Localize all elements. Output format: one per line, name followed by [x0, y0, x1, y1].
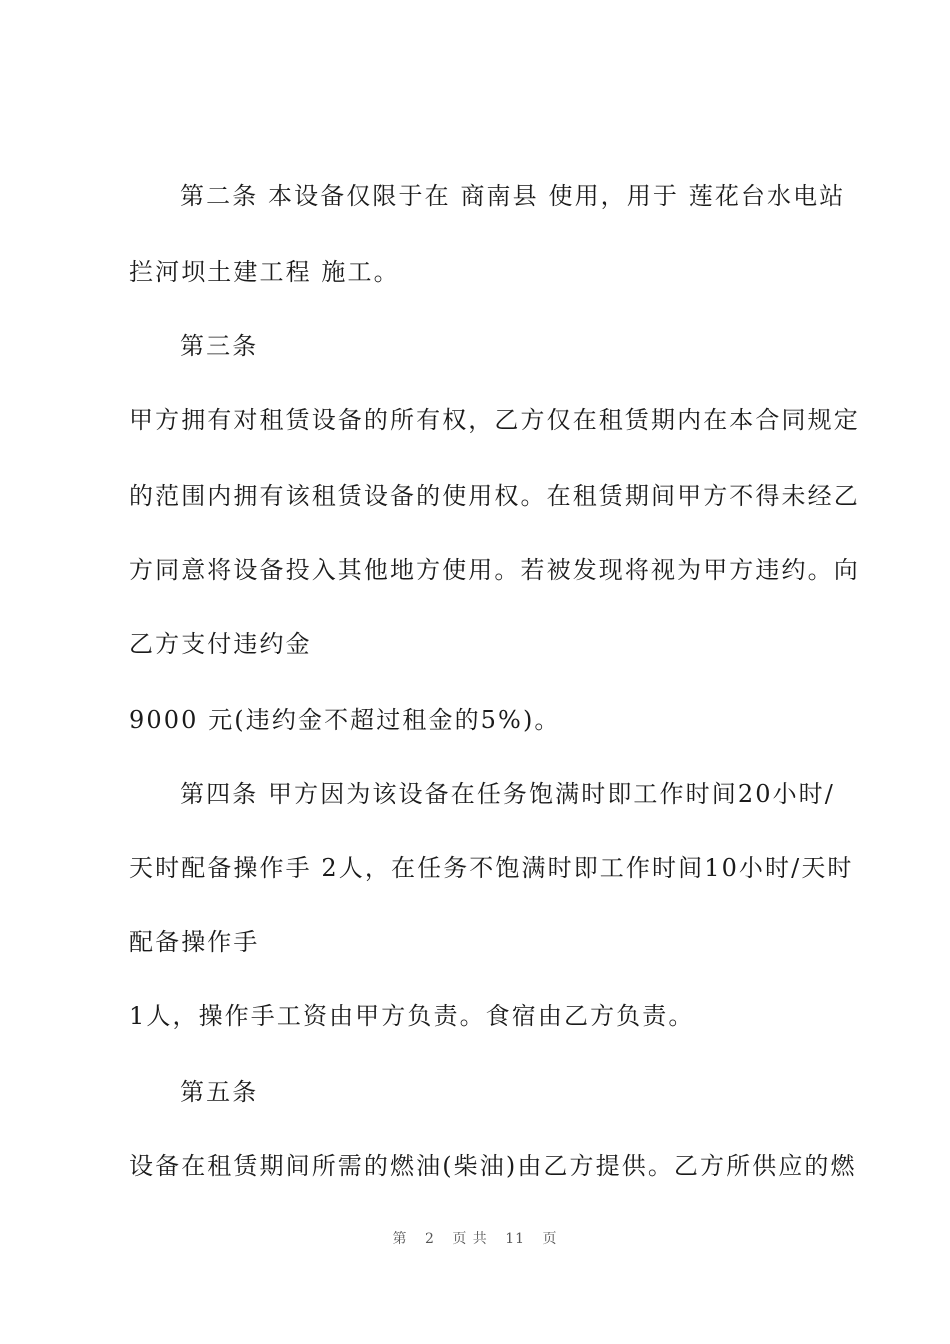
text-line: 方同意将设备投入其他地方使用。若被发现将视为甲方违约。向	[129, 556, 860, 584]
footer-suffix: 页	[542, 1231, 558, 1247]
text-line: 乙方支付违约金	[129, 630, 312, 658]
text-line: 第四条 甲方因为该设备在任务饱满时即工作时间20小时/	[180, 780, 835, 808]
text-line: 9000 元(违约金不超过租金的5%)。	[129, 706, 561, 734]
text-line: 拦河坝土建工程 施工。	[129, 258, 400, 286]
section-heading: 第三条	[180, 332, 259, 360]
text-line: 第二条 本设备仅限于在 商南县 使用，用于 莲花台水电站	[180, 182, 846, 210]
footer-prefix: 第	[392, 1231, 408, 1247]
text-line: 甲方拥有对租赁设备的所有权，乙方仅在租赁期内在本合同规定	[129, 406, 860, 434]
page-footer	[0, 1228, 950, 1248]
section-heading: 第五条	[180, 1078, 259, 1106]
text-line: 配备操作手	[129, 928, 260, 956]
text-line: 1人，操作手工资由甲方负责。食宿由乙方负责。	[129, 1002, 695, 1030]
text-line: 设备在租赁期间所需的燃油(柴油)由乙方提供。乙方所供应的燃	[129, 1152, 857, 1180]
footer-middle: 页 共	[452, 1231, 488, 1247]
footer-page-number: 2	[424, 1231, 435, 1247]
text-line: 的范围内拥有该租赁设备的使用权。在租赁期间甲方不得未经乙	[129, 482, 860, 510]
text-line: 天时配备操作手 2人，在任务不饱满时即工作时间10小时/天时	[129, 854, 854, 882]
footer-total-pages: 11	[505, 1231, 526, 1247]
